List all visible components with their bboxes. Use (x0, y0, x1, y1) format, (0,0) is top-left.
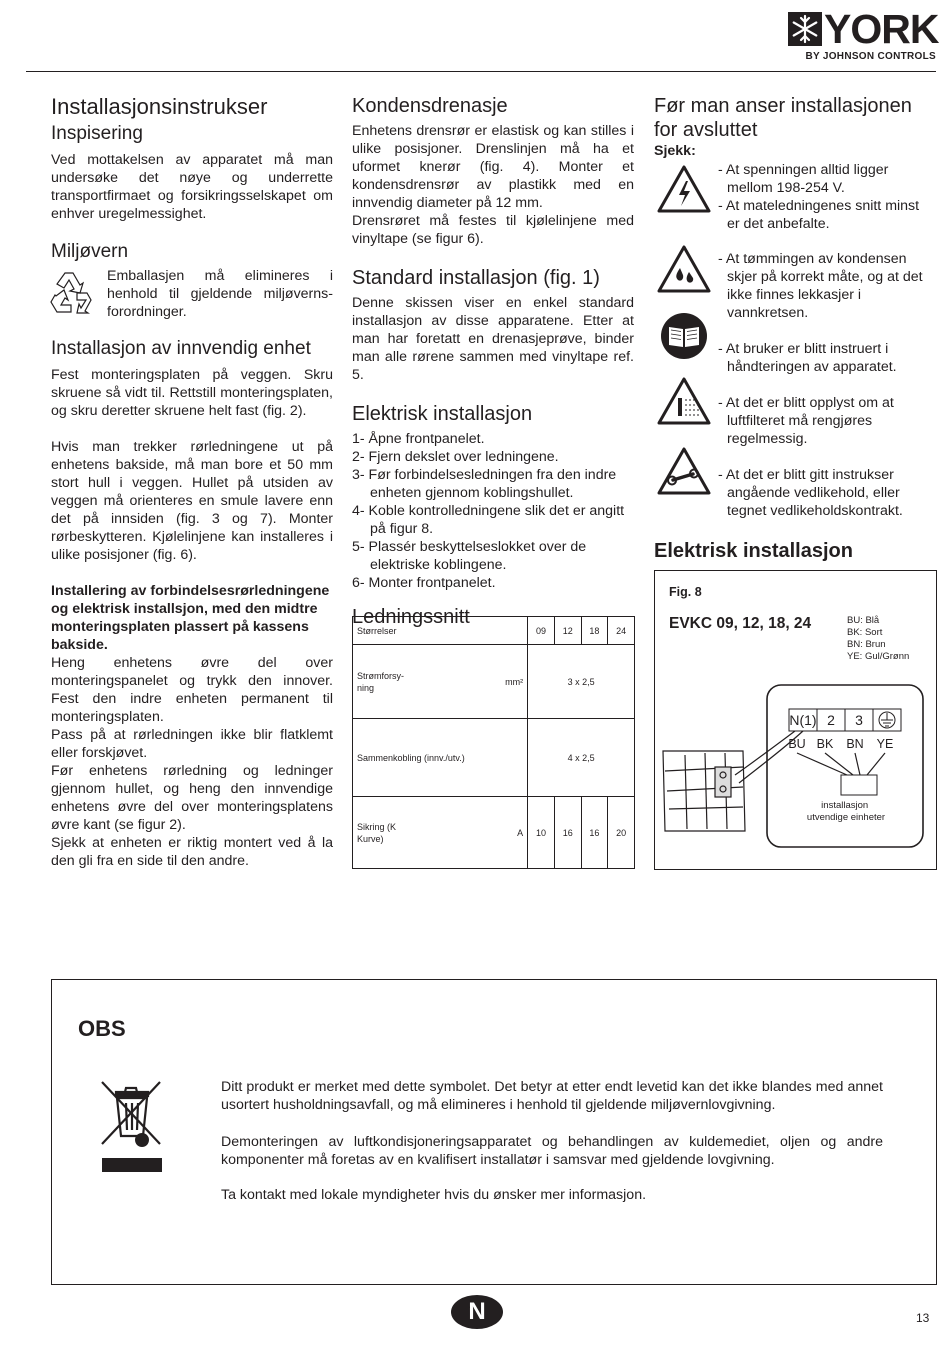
page-number: 13 (916, 1311, 930, 1325)
check-group-3 (718, 340, 933, 376)
check-item: - At mateledningenes snitt minst er det anbefalte. (718, 198, 920, 232)
avsluttet-heading: Før man anser installasjonen for avsluttet (654, 95, 912, 141)
wire-label: BN (846, 737, 864, 751)
kondens-heading: Kondensdrenasje (352, 95, 508, 117)
manual-book-icon (660, 312, 708, 360)
inspisering-text: Ved mottakelsen av apparatet må man undersøke det nøye og underrette transportfirmaet og forsikringsselskapet om enhver uregelmessighet. (51, 152, 333, 222)
innvendig-text-2: Hvis man trekker rørledningene ut på enhetens bakside, må man bore et 50 mm stort hull i veggen. Hullet på utsiden av veggen må orienteres en smule lavere enn det på innsiden (fig. 3 og 7). Monter rørbeskytteren. Kjølelinjene kan installeres i ulike posisjoner (fig. 6). (51, 439, 333, 563)
table-cell: 4 x 2,5 (528, 719, 635, 797)
legend-item: BK: Sort (847, 627, 883, 638)
kondens-text-2: Drensrøret må festes til kjølelinjene med vinyltape (se figur 6). (352, 213, 634, 247)
weee-bin-icon (98, 1078, 164, 1174)
water-drop-warning-icon (656, 244, 712, 294)
miljo-text: Emballasjen må elimineres i henhold til gjeldende miljøverns-forordninger. (107, 268, 333, 320)
table-cell: 20 (608, 797, 635, 869)
check-item: - At det er blitt gitt instrukser angående vedlikehold, eller tegnet vedlikeholdskontrakt. (718, 467, 903, 519)
terminal-label: N(1) (789, 712, 817, 728)
table-cell: Strømforsy-ning (353, 645, 416, 719)
table-row (353, 797, 635, 869)
header-rule (26, 71, 936, 72)
wire-label: YE (876, 737, 894, 751)
table-cell: A (415, 797, 528, 869)
obs-notice (51, 979, 937, 1285)
check-group-5 (718, 466, 933, 520)
obs-paragraph-1: Ditt produkt er merket med dette symbolet. Det betyr at etter endt levetid kan det ikke blandes med annet usortert husholdningsavfall, og må elimineres i henhold til gjeldende miljøvernlovgivning. (221, 1079, 883, 1113)
outdoor-label: installasjon utvendige einheter (806, 800, 886, 823)
table-cell: Sammenkobling (innv./utv.) (353, 719, 528, 797)
legend-item: BN: Brun (847, 639, 886, 650)
wire-label: BU (788, 737, 806, 751)
electric-warning-icon (656, 164, 712, 214)
list-item: 4- Koble kontrolledningene slik det er angitt på figur 8. (352, 503, 625, 537)
list-item: 2- Fjern dekslet over ledningene. (352, 449, 559, 465)
york-logo (788, 6, 939, 64)
check-group-4 (718, 394, 933, 448)
figure-8 (654, 570, 937, 870)
table-cell: 24 (608, 617, 635, 645)
column-middle (352, 94, 634, 629)
table-cell: 09 (528, 617, 555, 645)
check-group-1 (718, 161, 933, 233)
standard-text: Denne skissen viser en enkel standard installasjon av disse apparatene. Etter at man har foretatt en drenasjeprøve, binder man alle rørene sammen med vinyltape ref. 5. (352, 295, 634, 383)
wire-legend (847, 615, 909, 663)
innvendig-heading: Installasjon av innvendig enhet (51, 338, 311, 359)
obs-heading: OBS (78, 1016, 126, 1041)
earth-icon (879, 712, 895, 728)
obs-paragraph-2: Demonteringen av luftkondisjoneringsapparatet og behandlingen av kuldemediet, oljen og andre komponenter må foretas av en kvalifisert installatør i samsvar med gjeldende lovgivning. (221, 1134, 883, 1168)
elektrisk-steps (352, 430, 634, 592)
table-row (353, 645, 635, 719)
ledning-heading: Ledningssnitt (352, 606, 470, 628)
brand-subtitle: BY JOHNSON CONTROLS (805, 51, 936, 62)
list-item: 1- Åpne frontpanelet. (352, 431, 485, 447)
obs-paragraph-3: Ta kontakt med lokale myndigheter hvis du ønsker mer informasjon. (221, 1187, 647, 1203)
terminal-label: 3 (855, 712, 863, 728)
column-left (51, 95, 333, 870)
inspisering-heading: Inspisering (51, 123, 143, 144)
standard-heading: Standard installasjon (fig. 1) (352, 267, 600, 289)
legend-item: BU: Blå (847, 615, 880, 626)
table-cell: 18 (581, 617, 608, 645)
table-row (353, 617, 635, 645)
language-code: N (468, 1298, 486, 1325)
language-badge (451, 1295, 503, 1329)
table-cell: 12 (554, 617, 581, 645)
check-group-2 (718, 250, 933, 322)
figure-label: Fig. 8 (669, 585, 702, 599)
table-cell: 16 (554, 797, 581, 869)
wrench-warning-icon (656, 446, 712, 496)
table-row (353, 719, 635, 797)
page-title: Installasjonsinstrukser (51, 94, 268, 119)
ledningssnitt-table (352, 616, 635, 869)
snowflake-icon (788, 12, 822, 46)
check-item: - At bruker er blitt instruert i håndteringen av apparatet. (718, 341, 897, 375)
table-cell: 10 (528, 797, 555, 869)
list-item: 3- Før forbindelsesledningen fra den indre enheten gjennom koblingshullet. (352, 467, 617, 501)
legend-item: YE: Gul/Grønn (847, 651, 910, 662)
elektrisk-heading-mid: Elektrisk installasjon (352, 403, 533, 425)
wiring-diagram (655, 671, 936, 869)
innvendig-text-1: Fest monteringsplaten på veggen. Skru skruene så vidt til. Rettstill monteringsplaten, og skru deretter skruene helt fast (fig. 2). (51, 367, 333, 419)
table-cell: 3 x 2,5 (528, 645, 635, 719)
elektrisk-heading-right: Elektrisk installasjon (654, 540, 853, 562)
check-item: - At spenningen alltid ligger mellom 198-254 V. (718, 162, 889, 196)
wire-label: BK (816, 737, 834, 751)
check-item: - At tømmingen av kondensen skjer på korrekt måte, og at det ikke finnes lekkasjer i vannkretsen. (718, 251, 923, 321)
recycle-icon (47, 267, 97, 319)
filter-warning-icon (656, 376, 712, 426)
brand-name: YORK (824, 6, 939, 52)
list-item: 5- Plassér beskyttelseslokket over de elektriske koblingene. (352, 539, 587, 573)
rorledning-text: Heng enhetens øvre del over monteringspanelet og trykk den innover. Fest den indre enheten permanent til monteringsplaten. Pass på at rørledningen ikke blir flatklemt eller forskjøvet. Før enhetens rørledning og ledninger gjennom hullet, og heng den innvendige enhetens øvre del over monteringsplatens øvre kant (se figur 2). Sjekk at enheten er riktig montert ved å la den gli fra en side til den andre. (51, 655, 333, 869)
kondens-text-1: Enhetens drensrør er elastisk og kan stilles i ulike posisjoner. Drenslinjen må ha et uformet knerør (fig. 4). Monter et kondensdrensrør av plastikk med en innvendig diameter på 12 mm. (352, 123, 634, 211)
table-cell: Sikring (K Kurve) (353, 797, 416, 869)
table-cell: 16 (581, 797, 608, 869)
list-item: 6- Monter frontpanelet. (352, 575, 496, 591)
sjekk-label: Sjekk: (654, 143, 696, 159)
figure-model: EVKC 09, 12, 18, 24 (669, 615, 812, 632)
check-item: - At det er blitt opplyst om at luftfilteret må rengjøres regelmessig. (718, 395, 894, 447)
rorledning-bold-heading: Installering av forbindelsesrørledningene og elektrisk installsjon, med den midtre monteringsplaten plassert på kassens bakside. (51, 583, 330, 653)
miljo-heading: Miljøvern (51, 241, 129, 262)
table-cell: mm² (415, 645, 528, 719)
table-cell: Størrelser (353, 617, 528, 645)
terminal-label: 2 (827, 712, 835, 728)
